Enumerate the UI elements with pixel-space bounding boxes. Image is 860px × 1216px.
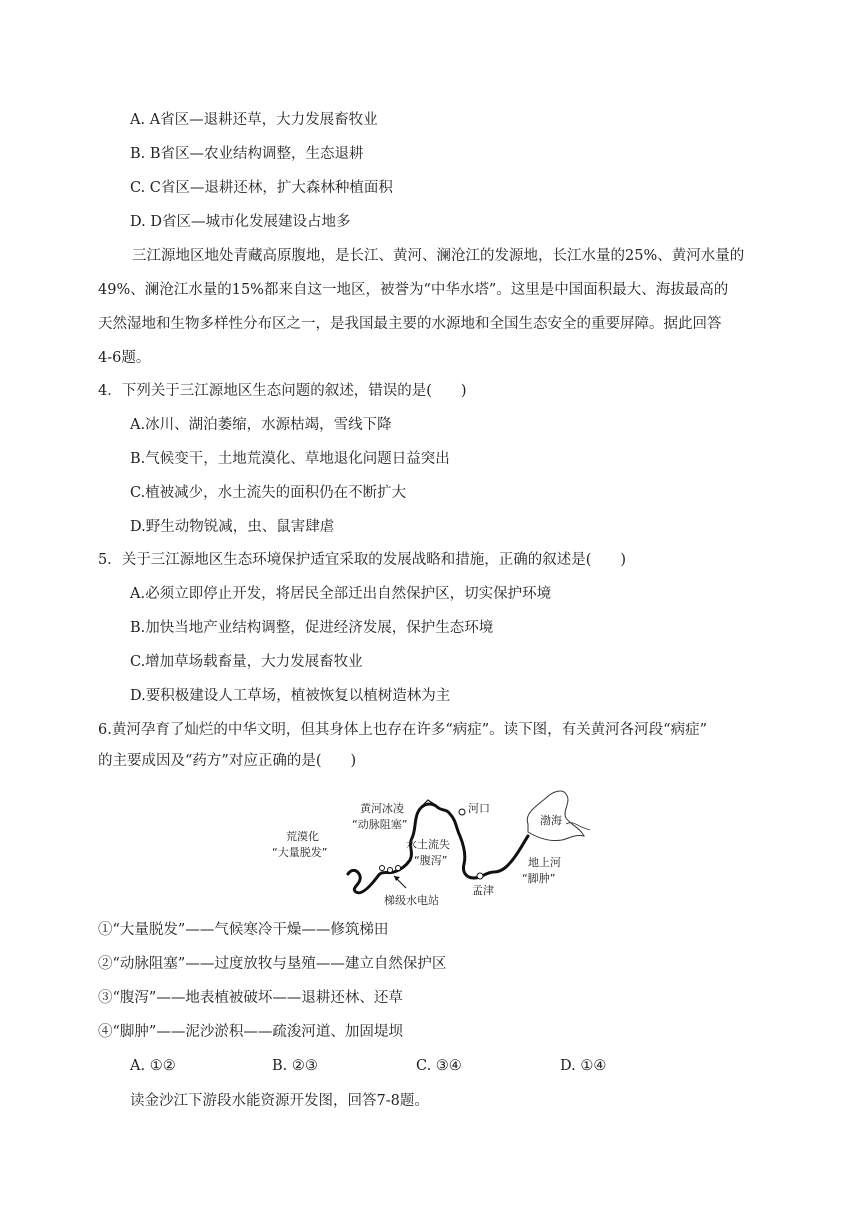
- label-erosion: 水土流失: [406, 838, 450, 851]
- q5-option-b: B.加快当地产业结构调整，促进经济发展，保护生态环境: [130, 620, 494, 636]
- label-hekou: 河口: [468, 802, 490, 815]
- q5-option-c: C.增加草场载畜量，大力发展畜牧业: [130, 654, 363, 670]
- dam-point-2: [388, 868, 393, 873]
- q6-choice-d: D. ①④: [560, 1058, 607, 1074]
- intro-4-6-line2: 49%、澜沧江水量的15%都来自这一地区，被誉为“中华水塔”。这里是中国面积最大、海拔最高的: [98, 282, 729, 298]
- intro-4-6-line4: 4-6题。: [98, 350, 151, 366]
- q4-option-d: D.野生动物锐减，虫、鼠害肆虐: [130, 519, 335, 535]
- q3-option-b: B. B省区—农业结构调整，生态退耕: [130, 146, 364, 162]
- label-diarrhea: “腹泻”: [414, 854, 448, 867]
- q6-stem-line2: 的主要成因及“药方”对应正确的是( ): [98, 753, 357, 769]
- hydro-arrow-head: [394, 876, 400, 881]
- label-desertification: 荒漠化: [286, 830, 319, 843]
- label-hydro-station: 梯级水电站: [384, 894, 439, 907]
- q5-stem: 5．关于三江源地区生态环境保护适宜采取的发展战略和措施，正确的叙述是( ): [98, 552, 627, 568]
- q6-statement-2: ②“动脉阻塞”——过度放牧与垦殖——建立自然保护区: [98, 956, 447, 972]
- label-swollen-feet: “脚肿”: [522, 872, 556, 885]
- mengjin-point: [477, 873, 483, 879]
- q6-choice-b: B. ②③: [272, 1058, 318, 1074]
- q6-statement-3: ③“腹泻”——地表植被破坏——退耕还林、还草: [98, 990, 403, 1006]
- label-mengjin: 孟津: [472, 884, 494, 897]
- q6-choice-c: C. ③④: [416, 1058, 462, 1074]
- intro-4-6-line1: 三江源地区地处青藏高原腹地，是长江、黄河、澜沧江的发源地，长江水量的25%、黄河水量的: [132, 248, 745, 264]
- q4-option-b: B.气候变干，土地荒漠化、草地退化问题日益突出: [130, 451, 450, 467]
- dam-point-3: [396, 866, 401, 871]
- intro-4-6-line3: 天然湿地和生物多样性分布区之一，是我国最主要的水源地和全国生态安全的重要屏障。据此回答: [98, 316, 722, 332]
- label-ice-jam: 黄河冰凌: [360, 802, 404, 815]
- q3-option-a: A. A省区—退耕还草，大力发展畜牧业: [130, 112, 378, 128]
- yellow-river-map: [266, 784, 602, 910]
- q3-option-d: D. D省区—城市化发展建设占地多: [130, 214, 351, 230]
- q6-choice-a: A. ①②: [130, 1058, 176, 1074]
- q4-stem: 4．下列关于三江源地区生态问题的叙述，错误的是( ): [98, 383, 467, 399]
- intro-7-8: 读金沙江下游段水能资源开发图，回答7-8题。: [130, 1093, 429, 1109]
- q5-option-d: D.要积极建设人工草场，植被恢复以植树造林为主: [130, 688, 451, 704]
- label-suspended-river: 地上河: [528, 856, 561, 869]
- label-hair-loss: “大量脱发”: [272, 846, 328, 859]
- q4-option-a: A.冰川、湖泊萎缩，水源枯竭，雪线下降: [130, 417, 392, 433]
- q6-statement-1: ①“大量脱发”——气候寒冷干燥——修筑梯田: [98, 922, 389, 938]
- q3-option-c: C. C省区—退耕还林，扩大森林种植面积: [130, 180, 393, 196]
- q6-statement-4: ④“脚肿”——泥沙淤积——疏浚河道、加固堤坝: [98, 1024, 403, 1040]
- hekou-point: [459, 809, 465, 815]
- label-bohai: 渤海: [540, 814, 562, 827]
- dam-point-1: [380, 866, 385, 871]
- label-artery-block: “动脉阻塞”: [352, 818, 408, 831]
- q6-stem-line1: 6.黄河孕育了灿烂的中华文明，但其身体上也存在许多“病症”。读下图，有关黄河各河段“病症”: [98, 722, 707, 738]
- q4-option-c: C.植被减少，水土流失的面积仍在不断扩大: [130, 485, 407, 501]
- q5-option-a: A.必须立即停止开发，将居民全部迁出自然保护区，切实保护环境: [130, 586, 552, 602]
